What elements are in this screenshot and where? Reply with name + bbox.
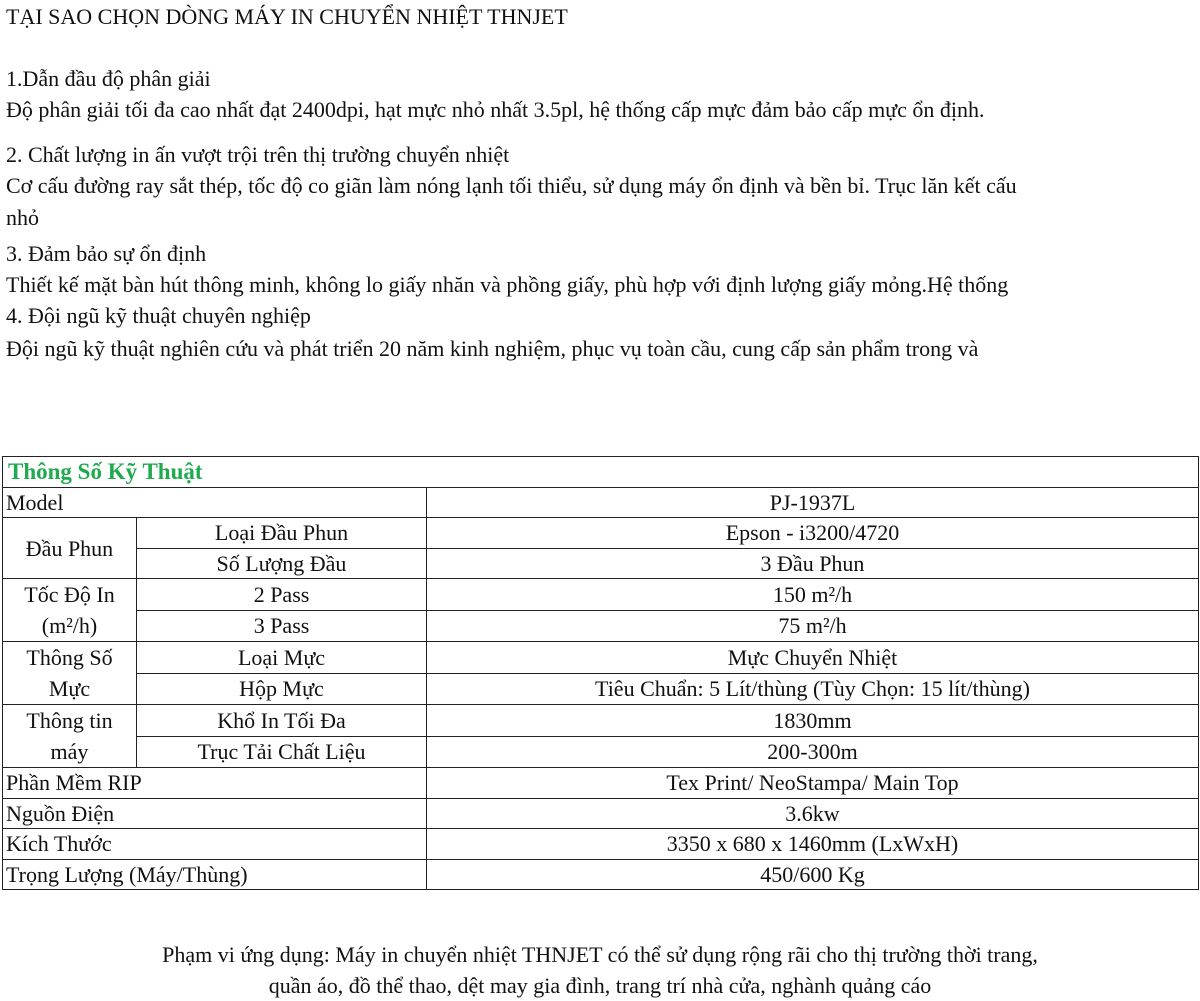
machine-group-label xyxy=(3,705,137,768)
point-4-text: Đội ngũ kỹ thuật nghiên cứu và phát triển 20 năm kinh nghiệm, phục vụ toàn cầu, cung cấp sản phẩm trong và xyxy=(6,336,979,361)
weight-label: Trọng Lượng (Máy/Thùng) xyxy=(3,859,427,890)
table-row xyxy=(3,518,1199,549)
pass3-label: 3 Pass xyxy=(137,610,427,642)
speed-group-label xyxy=(3,579,137,642)
pass2-value: 150 m²/h xyxy=(427,579,1199,611)
size-label: Kích Thước xyxy=(3,829,427,860)
head-group-label: Đầu Phun xyxy=(3,518,137,579)
spec-table xyxy=(2,456,1199,890)
pass2-label: 2 Pass xyxy=(137,579,427,611)
table-row xyxy=(3,673,1199,705)
table-row xyxy=(3,705,1199,737)
point-2-text-line1: Cơ cấu đường ray sắt thép, tốc độ co giãn làm nóng lạnh tối thiểu, sử dụng máy ổn định và bền bỉ. Trục lăn kết cấu xyxy=(6,173,1017,198)
table-row xyxy=(3,642,1199,674)
max-width-label: Khổ In Tối Đa xyxy=(137,705,427,737)
table-row xyxy=(3,610,1199,642)
roller-value: 200-300m xyxy=(427,736,1199,768)
point-3-text: Thiết kế mặt bàn hút thông minh, không lo giấy nhăn và phồng giấy, phù hợp với định lượng giấy mỏng.Hệ thống xyxy=(6,272,1009,297)
head-count-label: Số Lượng Đầu xyxy=(137,548,427,579)
table-row xyxy=(3,736,1199,768)
point-2-text-line2: nhỏ xyxy=(6,205,39,230)
ink-group-label xyxy=(3,642,137,705)
model-value: PJ-1937L xyxy=(427,487,1199,518)
rip-label: Phần Mềm RIP xyxy=(3,768,427,799)
table-row xyxy=(3,829,1199,860)
pass3-value: 75 m²/h xyxy=(427,610,1199,642)
table-row xyxy=(3,548,1199,579)
ink-box-value: Tiêu Chuẩn: 5 Lít/thùng (Tùy Chọn: 15 lít/thùng) xyxy=(427,673,1199,705)
model-label: Model xyxy=(3,487,427,518)
speed-group-line2: (m²/h) xyxy=(41,613,98,638)
point-3-heading: 3. Đảm bảo sự ổn định xyxy=(6,241,207,266)
spec-title: Thông Số Kỹ Thuật xyxy=(3,457,1199,488)
ink-type-value: Mực Chuyển Nhiệt xyxy=(427,642,1199,674)
point-1-heading: 1.Dẫn đầu độ phân giải xyxy=(6,66,211,91)
head-type-label: Loại Đầu Phun xyxy=(137,518,427,549)
table-row xyxy=(3,768,1199,799)
ink-box-label: Hộp Mực xyxy=(137,673,427,705)
table-row xyxy=(3,798,1199,829)
power-value: 3.6kw xyxy=(427,798,1199,829)
roller-label: Trục Tải Chất Liệu xyxy=(137,736,427,768)
max-width-value: 1830mm xyxy=(427,705,1199,737)
weight-value: 450/600 Kg xyxy=(427,859,1199,890)
size-value: 3350 x 680 x 1460mm (LxWxH) xyxy=(427,829,1199,860)
rip-value: Tex Print/ NeoStampa/ Main Top xyxy=(427,768,1199,799)
ink-group-line2: Mực xyxy=(48,676,91,701)
ink-type-label: Loại Mực xyxy=(137,642,427,674)
table-row xyxy=(3,457,1199,488)
head-type-value: Epson - i3200/4720 xyxy=(427,518,1199,549)
ink-group-line1: Thông Số xyxy=(26,645,113,670)
point-2-heading: 2. Chất lượng in ấn vượt trội trên thị trường chuyển nhiệt xyxy=(6,142,510,167)
point-1-text: Độ phân giải tối đa cao nhất đạt 2400dpi, hạt mực nhỏ nhất 3.5pl, hệ thống cấp mực đảm bảo cấp mực ổn định. xyxy=(6,97,985,122)
head-count-value: 3 Đầu Phun xyxy=(427,548,1199,579)
table-row xyxy=(3,579,1199,611)
speed-group-line1: Tốc Độ In xyxy=(24,582,115,607)
point-4-heading: 4. Đội ngũ kỹ thuật chuyên nghiệp xyxy=(6,303,311,328)
footer-line1: Phạm vi ứng dụng: Máy in chuyển nhiệt THNJET có thể sử dụng rộng rãi cho thị trường thời trang, xyxy=(162,942,1038,967)
table-row xyxy=(3,487,1199,518)
page-title: TẠI SAO CHỌN DÒNG MÁY IN CHUYỂN NHIỆT THNJET xyxy=(6,4,568,29)
footer-line2: quần áo, đồ thể thao, dệt may gia đình, trang trí nhà cửa, nghành quảng cáo xyxy=(268,973,932,998)
machine-group-line1: Thông tin xyxy=(26,708,113,733)
machine-group-line2: máy xyxy=(50,739,89,764)
table-row xyxy=(3,859,1199,890)
power-label: Nguồn Điện xyxy=(3,798,427,829)
